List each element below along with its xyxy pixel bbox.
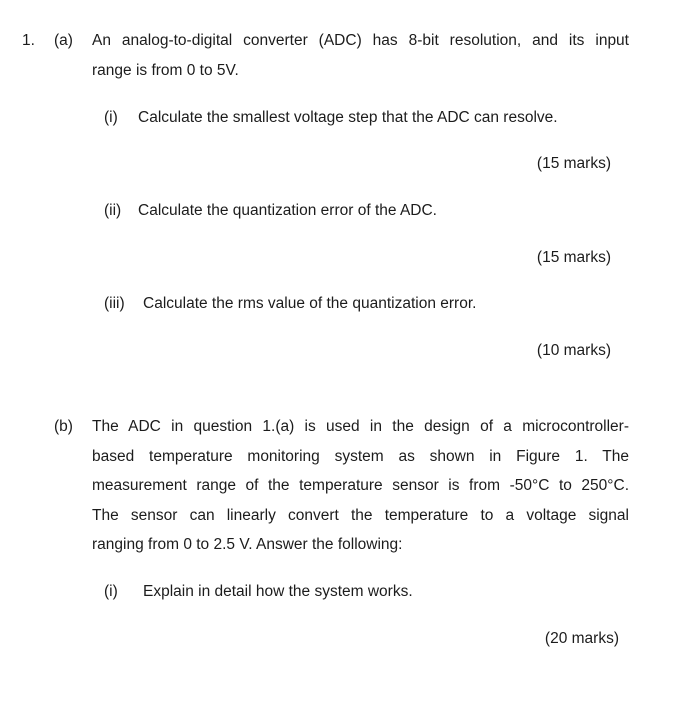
part-a-item-iii-label: (iii) bbox=[104, 295, 125, 312]
part-b-item-i-label: (i) bbox=[104, 583, 118, 600]
part-a-item-ii-label: (ii) bbox=[104, 202, 122, 219]
part-b-item-i-text: Explain in detail how the system works. bbox=[143, 583, 413, 600]
question-number: 1. bbox=[22, 32, 35, 49]
part-b-item-i-marks: (20 marks) bbox=[544, 630, 619, 647]
part-b-text-line5: ranging from 0 to 2.5 V. Answer the following: bbox=[92, 536, 403, 553]
part-a-item-iii-text: Calculate the rms value of the quantization error. bbox=[143, 295, 477, 312]
part-b-text-line4: The sensor can linearly convert the temperature to a voltage signal bbox=[92, 507, 629, 524]
part-a-item-i-text: Calculate the smallest voltage step that the ADC can resolve. bbox=[138, 109, 558, 126]
part-a-item-i-marks: (15 marks) bbox=[536, 155, 611, 172]
part-b-text-line3: measurement range of the temperature sensor is from -50°C to 250°C. bbox=[92, 477, 629, 494]
part-b-text-line2: based temperature monitoring system as shown in Figure 1. The bbox=[92, 448, 629, 465]
part-a-label: (a) bbox=[54, 32, 73, 49]
part-a-item-ii-marks: (15 marks) bbox=[536, 249, 611, 266]
part-b-text-line1: The ADC in question 1.(a) is used in the design of a microcontroller- bbox=[92, 418, 629, 435]
part-a-item-i-label: (i) bbox=[104, 109, 118, 126]
part-a-item-ii-text: Calculate the quantization error of the ADC. bbox=[138, 202, 437, 219]
part-a-text-line2: range is from 0 to 5V. bbox=[92, 62, 239, 79]
part-a-text-line1: An analog-to-digital converter (ADC) has 8-bit resolution, and its input bbox=[92, 32, 629, 49]
part-b-label: (b) bbox=[54, 418, 73, 435]
part-a-item-iii-marks: (10 marks) bbox=[536, 342, 611, 359]
